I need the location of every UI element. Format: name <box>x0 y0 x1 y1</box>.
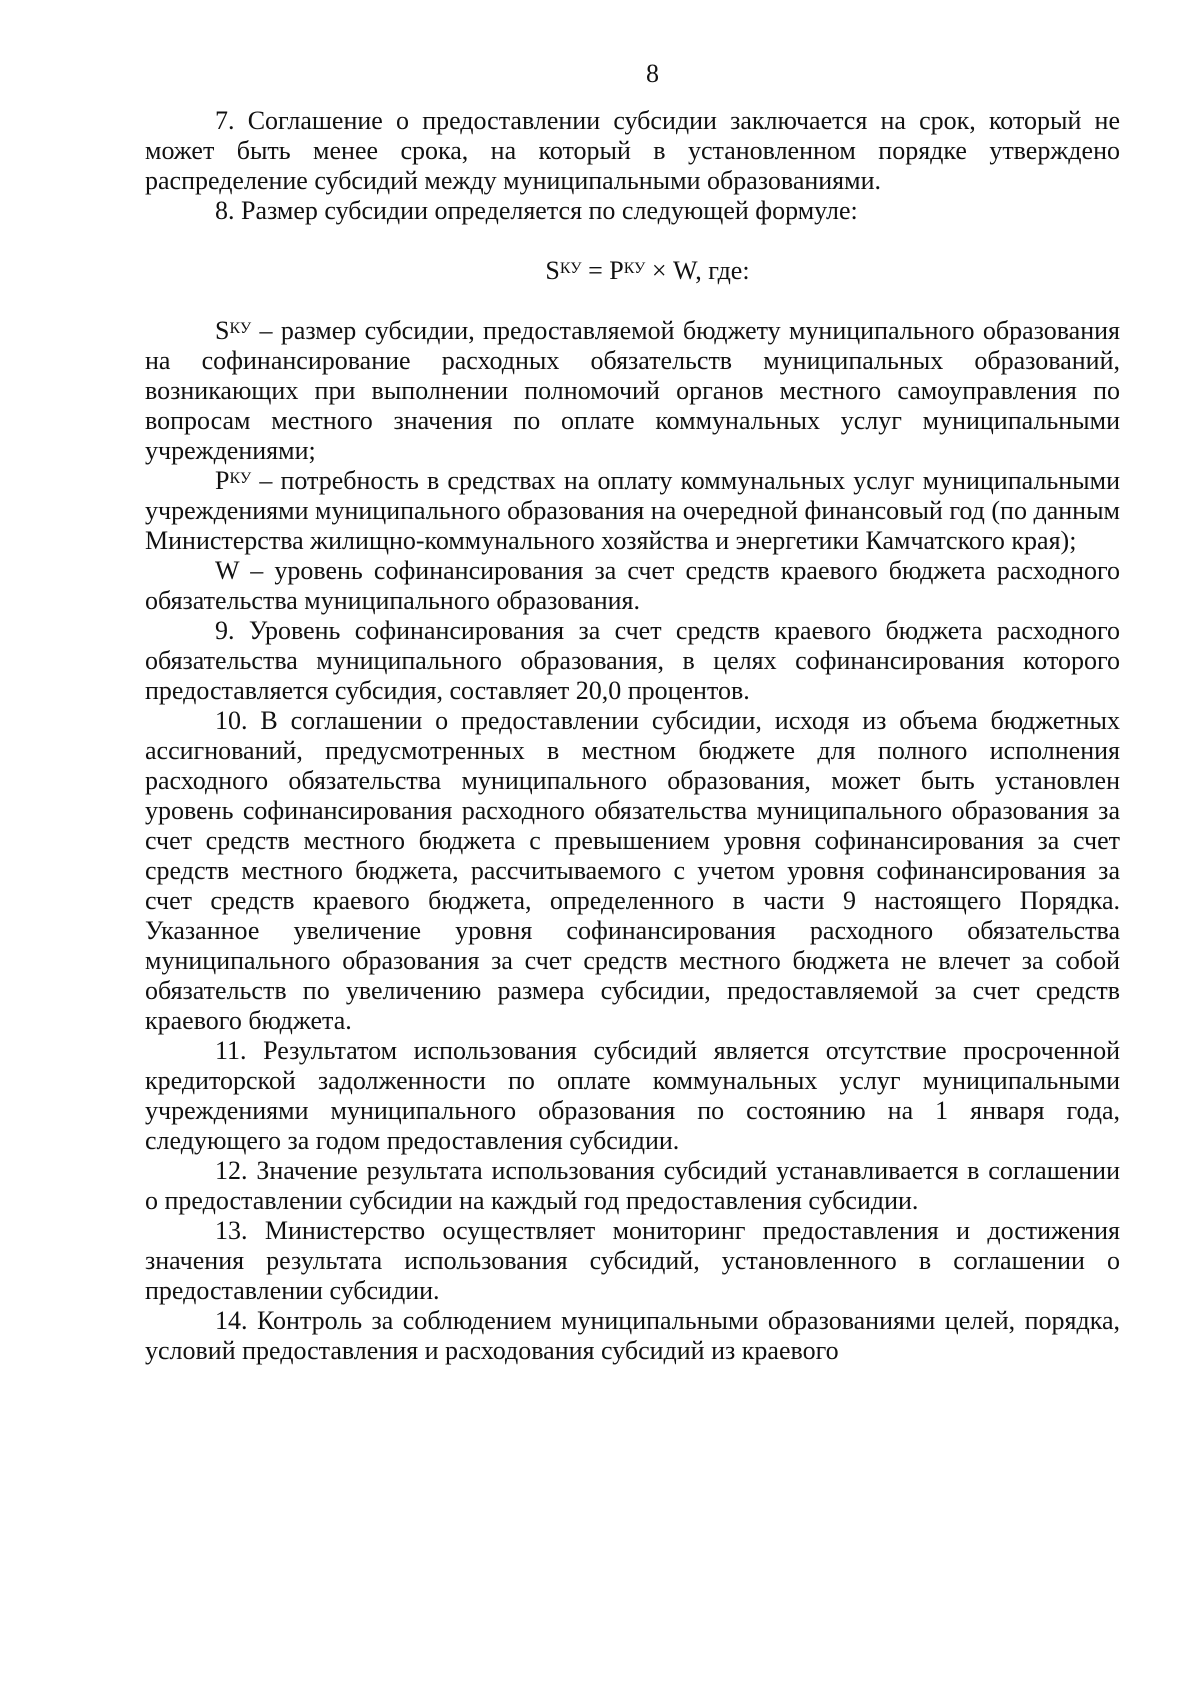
paragraph-8: 8. Размер субсидии определяется по следующей формуле: <box>215 196 858 225</box>
definition-symbol: S <box>215 316 230 345</box>
definition-symbol: W <box>215 556 240 585</box>
formula-lhs: S <box>545 256 560 285</box>
definition-s <box>145 316 1120 466</box>
page-number: 8 <box>646 59 659 88</box>
definition-text: – уровень софинансирования за счет средств краевого бюджета расходного обязательства муниципального образования. <box>145 556 1120 615</box>
definition-symbol: P <box>215 466 230 495</box>
definition-text: – размер субсидии, предоставляемой бюджету муниципального образования на софинансирование расходных обязательств муниципальных образований, возникающих при выполнении полномочий органов местного самоуправления по вопросам местного значения по оплате коммунальных услуг муниципальными учреждениями; <box>145 316 1120 465</box>
definition-sup: КУ <box>229 320 252 337</box>
formula-rest: × W, где: <box>645 256 750 285</box>
paragraph-11: 11. Результатом использования субсидий является отсутствие просроченной кредиторской задолженности по оплате коммунальных услуг муниципальными учреждениями муниципального образования по состоянию на 1 января года, следующего за годом предоставления субсидии. <box>145 1036 1120 1155</box>
paragraph-12: 12. Значение результата использования субсидий устанавливается в соглашении о предоставлении субсидии на каждый год предоставления субсидии. <box>145 1156 1120 1215</box>
paragraph-9: 9. Уровень софинансирования за счет средств краевого бюджета расходного обязательства муниципального образования, в целях софинансирования которого предоставляется субсидия, составляет 20,0 процентов. <box>145 616 1120 705</box>
formula-lhs-sup: КУ <box>559 260 582 277</box>
definition-p <box>145 466 1120 556</box>
definition-sup: КУ <box>229 470 252 487</box>
formula-rhs: P <box>609 256 624 285</box>
paragraph-13: 13. Министерство осуществляет мониторинг предоставления и достижения значения результата использования субсидий, установленного в соглашении о предоставлении субсидии. <box>145 1216 1120 1305</box>
subsidy-formula <box>145 256 1120 286</box>
definition-w <box>145 556 1120 616</box>
paragraph-10: 10. В соглашении о предоставлении субсидии, исходя из объема бюджетных ассигнований, предусмотренных в местном бюджете для полного исполнения расходного обязательства муниципального образования, может быть установлен уровень софинансирования расходного обязательства муниципального образования за счет средств местного бюджета с превышением уровня софинансирования за счет средств местного бюджета, рассчитываемого с учетом уровня софинансирования за счет средств краевого бюджета, определенного в части 9 настоящего Порядка. Указанное увеличение уровня софинансирования расходного обязательства муниципального образования за счет средств местного бюджета не влечет за собой обязательств по увеличению размера субсидии, предоставляемой за счет средств краевого бюджета. <box>145 706 1120 1035</box>
formula-rhs-sup: КУ <box>623 260 646 277</box>
definition-text: – потребность в средствах на оплату коммунальных услуг муниципальными учреждениями муниципального образования на очередной финансовый год (по данным Министерства жилищно-коммунального хозяйства и энергетики Камчатского края); <box>145 466 1120 555</box>
paragraph-14: 14. Контроль за соблюдением муниципальными образованиями целей, порядка, условий предоставления и расходования субсидий из краевого <box>145 1306 1120 1365</box>
formula-eq: = <box>581 256 610 285</box>
paragraph-7: 7. Соглашение о предоставлении субсидии заключается на срок, который не может быть менее срока, на который в установленном порядке утверждено распределение субсидий между муниципальными образованиями. <box>145 106 1120 195</box>
